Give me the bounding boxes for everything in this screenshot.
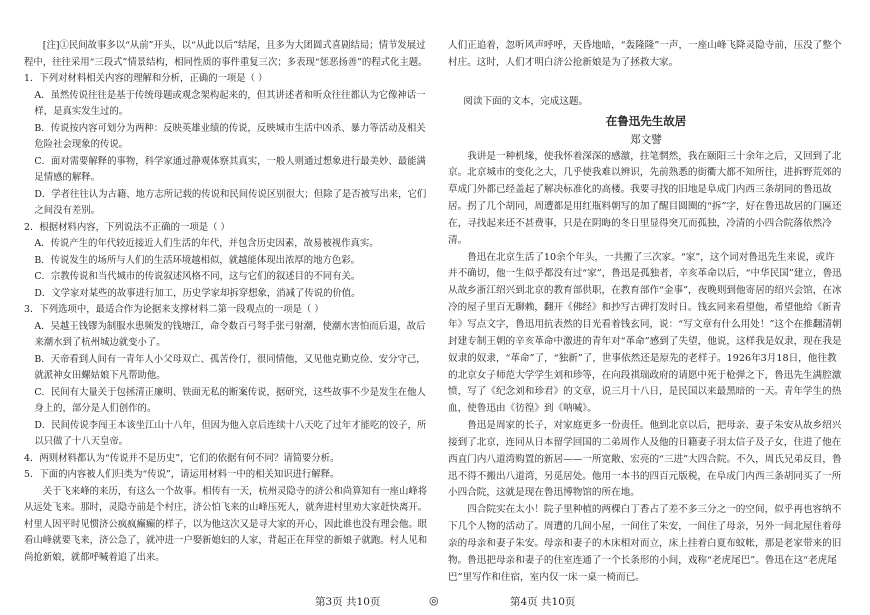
article-paragraph-2: 鲁迅在北京生活了10余个年头，一共搬了三次家。“家”，这个词对鲁迅先生来说，或许并不确切，他一生似乎都没有过“家”，鲁迅是孤独者，辛亥革命以后，“中华民国”建立，鲁迅从故乡浙江绍兴到北京的教育部供职，在教育部作“金事”，夜晚则到他寄居的绍兴会馆，在冰冷的屋子里百无聊赖，翻开《佛经》和抄写古碑打发时日。钱玄同来看望他，希望他给《新青年》写点文字，鲁迅用抗表然的目光看着钱玄同，说：“写文章有什么用处！”这个在推翻清朝封建专制王朝的辛亥革命中激进的青年对“革命”感到了失望，他说，这样我是奴隶，现在我是奴隶的奴隶，“革命”了，“独新”了，世事依然还是原先的老样子。1926年3月18日，他往教的北京女子师范大学学生刘和珍等，在向段祺瑞政府的请愿中死于枪弹之下，鲁迅先生满腔激愤，写了《纪念刘和珍君》的文章，说三月十八日，是民国以来最黑暗的一天。青年学生的热血，使鲁迅由《彷徨》到《呐喊》。	[448, 251, 842, 415]
reading-instruction: 阅读下面的文本，完成这题。	[463, 95, 589, 107]
footnote: [注]①民间故事多以“从前”开头，以“从此以后”结尾，且多为大团圆式喜剧结局；情节发展过程中，往往采用“三段式”情景结构，相同性质的事件重复三次；多表现“惩恶扬善”的程式化主题。	[24, 40, 428, 68]
question-3-option-a: A．吴越王钱镠为制服水患频发的钱塘江，命令数百弓弩手张弓射潮，使潮水害怕而后退，故后来潮水到了杭州城边就变小了。	[34, 320, 426, 348]
left-page-column	[24, 38, 429, 566]
question-1-option-d: D．学者往往认为古籍、地方志所记载的传说和民间传说区别很大；但除了是否被写出来，它们之间没有差别。	[34, 188, 427, 216]
question-2-option-b: B．传说发生的场所与人们的生活环境越相似，就越能体现出浓厚的地方色彩。	[34, 254, 360, 266]
article-author: 郑文譬	[630, 133, 662, 146]
question-5: 5．下面的内容被人们归类为“传说”，请运用材料一中的相关知识进行解释。	[24, 469, 340, 480]
question-1: 1．下列对材料相关内容的理解和分析，正确的一项是（ ）	[24, 73, 268, 84]
question-3-option-d: D．民间传说李闯王本该坐江山十八年，但因为他入京后连续十八天吃了过年才能吃的饺子，所以只做了十八天皇帝。	[34, 419, 427, 447]
article-paragraph-3: 鲁迅是周家的长子，对家庭更多一份责任。他到北京以后，把母亲、妻子朱安从故乡绍兴接到了北京，连同从日本留学回国的二弟周作人及他的日籍妻子羽太信子及子女，住进了他在西直门内八道湾购置的新居——一所宽敞、宏亮的“三进”大四合院。不久，周氏兄弟反目，鲁迅不得不搬出八道湾，另觅居处。他用一本书的四百元版税，在阜成门内西三条胡同买了一所小四合院，这就是现在鲁迅博物馆的所在地。	[448, 420, 842, 499]
right-page-column	[448, 38, 844, 586]
legend-story: 关于飞来峰的来历，有这么一个故事。相传有一天，杭州灵隐寺的济公和尚算知有一座山峰将从远处飞来。那时，灵隐寺前是个村庄，济公怕飞来的山峰压死人，就奔进村里劝大家赶快离开。村里人因平时见惯济公疯疯癫癫的样子，以为他这次又是寻大家的开心，因此谁也没有理会他。眼看山峰就要飞来，济公急了，就冲进一户娶新媳妇的人家，背起正在拜堂的新娘子就跑。村人见和尚抢新娘，就都呼喊着追了出来。	[24, 485, 428, 563]
question-1-option-c: C．面对需要解释的事物，科学家通过静观体察其真实，一般人则通过想象进行最美妙、最能满足情感的解释。	[34, 155, 426, 183]
question-2-option-c: C．宗教传说和当代城市的传说叙述风格不同，这与它们的叙述目的不同有关。	[34, 271, 361, 282]
question-2-option-a: A．传说产生的年代较近接近人们生活的年代，并包含历史因素，故易被视作真实。	[34, 238, 379, 249]
question-3: 3．下列选项中，最适合作为论据来支撑材料二第一段观点的一项是（ ）	[24, 304, 324, 315]
question-1-option-b: B．传说按内容可划分为两种：反映英雄业绩的传说，反映城市生活中凶杀、暴力等活动及相关危险社会现象的传说。	[34, 122, 426, 150]
article-paragraph-4: 四合院实在太小！院子里种植的两棵白丁香占了差不多三分之一的空间，似乎再也容纳不下几个人物的活动了。周遭的几间小屋，一间住了朱安，一间住了母亲，另外一间北屋住着母亲的母亲和妻子朱安。母亲和妻子的木床相对而立，床上挂着白夏布蚊帐，那是老家带来的旧物。鲁迅把母亲和妻子的住室连通了一个长条形的小间，戏称“老虎尾巴”。鲁迅在这“老虎尾巴”里写作和住宿，室内仅一床一桌一椅而已。	[448, 504, 842, 583]
question-2: 2．根据材料内容，下列说法不正确的一项是（ ）	[24, 221, 230, 233]
question-4: 4．两则材料都认为“传说并不是历史”，它们的依据有何不同？请简要分析。	[24, 452, 340, 464]
question-2-option-d: D．文学家对某些的故事进行加工，历史学家却拆穿想象，消减了传说的价值。	[34, 287, 361, 299]
center-mark-icon: ◎	[429, 594, 439, 607]
page-number-left: 第3页 共10页	[315, 596, 381, 608]
article-title: 在鲁迅先生故居	[605, 113, 687, 128]
article-paragraph-1: 我讲是一种机缘，使我怀着深深的感激，拄笔惘然，我在颐阳三十余年之后，又回到了北京。北京城市的变化之大，几乎使我难以辨识，先前熟悉的街衢大都不知所往，进拆野荒郊的草成门外都已经盖起了解决标准化的高楼。我要寻找的旧地是阜成门内西三条胡同的鲁迅故居。拐了几个胡同，周遭都是用红瓶料朝写的加了醒目圆圈的“拆”字，好在鲁迅故居的门匾还在，寻找起来还不甚费事，只是在阴晦的冬日里显得突兀而孤独，冷清的小四合院落依然冷清。	[448, 150, 842, 246]
question-1-option-a: A．虽然传说往往是基于传统母题或观念架构起来的，但其讲述者和听众往往都认为它像神话一样，是真实发生过的。	[34, 89, 426, 117]
question-3-option-c: C．民间有大量关于包拯清正廉明、铁面无私的断案传说，据研究，这些故事不少是发生在他人身上的，部分是人们创作的。	[34, 386, 426, 414]
page-number-right: 第4页 共10页	[510, 596, 576, 608]
question-3-option-b: B．天帝看到人间有一青年人小父母双亡、孤苦伶仃，很同情他，又见他克勤克俭、安分守己，就派神女田螺姑娘下凡帮助他。	[34, 353, 426, 381]
legend-story-end: 人们正追着，忽听风声呼呼，天昏地暗，“轰隆隆”一声，一座山峰飞降灵隐寺前，压没了整个村庄。这时，人们才明白济公抢新娘是为了拯救大家。	[448, 40, 842, 68]
